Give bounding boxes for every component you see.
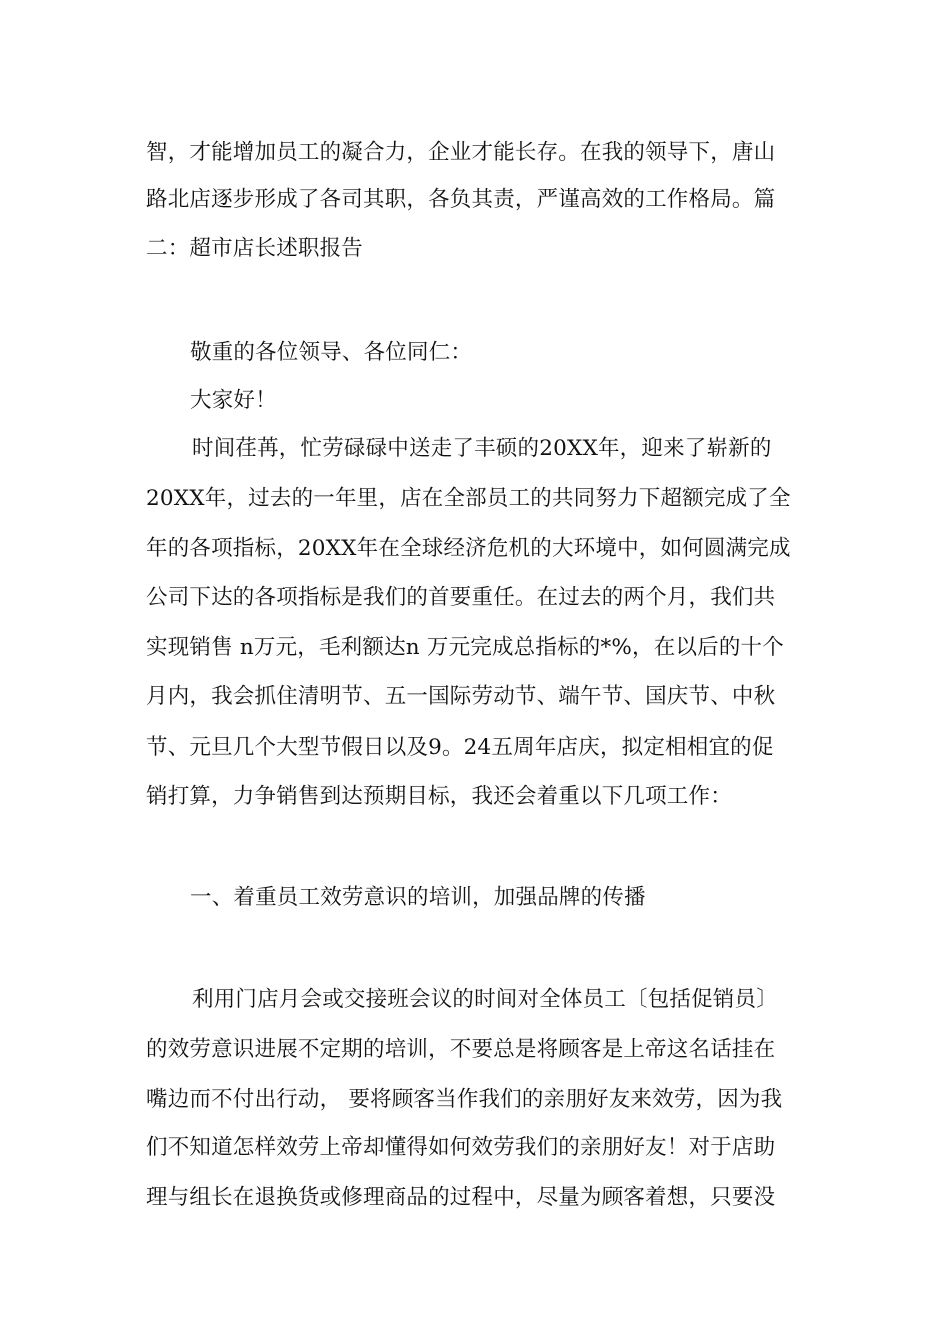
greeting: 大家好！: [190, 388, 277, 413]
paragraph-line: 公司下达的各项指标是我们的首要重任。在过去的两个月，我们共: [146, 585, 776, 610]
paragraph-line: 嘴边而不付出行动， 要将顾客当作我们的亲朋好友来效劳，因为我: [146, 1087, 783, 1112]
paragraph-line: 实现销售 n万元，毛利额达n 万元完成总指标的*%，在以后的十个: [146, 635, 784, 660]
paragraph-line: 20XX年，过去的一年里，店在全部员工的共同努力下超额完成了全: [146, 486, 791, 511]
paragraph-line: 利用门店月会或交接班会议的时间对全体员工〔包括促销员〕: [192, 987, 778, 1012]
section-heading: 一、着重员工效劳意识的培训，加强品牌的传播: [190, 885, 646, 910]
paragraph-line: 月内，我会抓住清明节、五一国际劳动节、端午节、国庆节、中秋: [146, 684, 776, 709]
paragraph-line: 节、元旦几个大型节假日以及9。24五周年店庆，拟定相相宜的促: [146, 735, 774, 760]
paragraph-line: 销打算，力争销售到达预期目标，我还会着重以下几项工作：: [146, 784, 732, 809]
paragraph-line: 年的各项指标，20XX年在全球经济危机的大环境中，如何圆满完成: [146, 536, 791, 561]
paragraph-line: 路北店逐步形成了各司其职，各负其责，严谨高效的工作格局。篇: [146, 187, 776, 212]
paragraph-line: 的效劳意识进展不定期的培训，不要总是将顾客是上帝这名话挂在: [146, 1037, 776, 1062]
paragraph-line: 理与组长在退换货或修理商品的过程中，尽量为顾客着想，只要没: [146, 1185, 776, 1210]
paragraph-line: 时间荏苒，忙劳碌碌中送走了丰硕的20XX年，迎来了崭新的: [192, 436, 772, 461]
paragraph-line: 智，才能增加员工的凝合力，企业才能长存。在我的领导下，唐山: [146, 140, 776, 165]
paragraph-line: 二：超市店长述职报告: [146, 236, 364, 261]
salutation: 敬重的各位领导、各位同仁：: [190, 340, 473, 365]
paragraph-line: 们不知道怎样效劳上帝却懂得如何效劳我们的亲朋好友！对于店助: [146, 1135, 776, 1160]
